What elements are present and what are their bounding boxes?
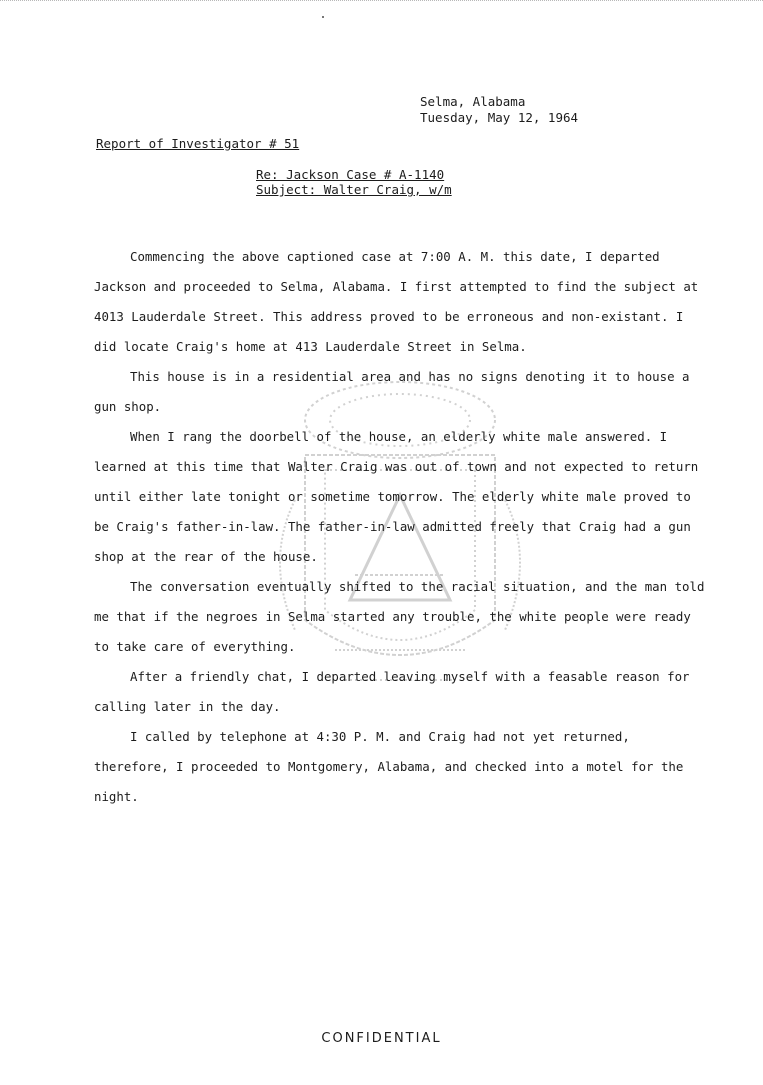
- date-text: Tuesday, May 12, 1964: [420, 110, 579, 125]
- paragraph: The conversation eventually shifted to the racial situation, and the man told me that if the negroes in Selma started any trouble, the white people were ready to take care of everything.: [94, 579, 705, 654]
- confidential-footer: CONFIDENTIAL: [321, 1031, 442, 1046]
- paragraph: After a friendly chat, I departed leaving myself with a feasable reason for calling later in the day.: [94, 669, 690, 714]
- paragraph: Commencing the above captioned case at 7:00 A. M. this date, I departed Jackson and proceeded to Selma, Alabama. I first attempted to find the subject at 4013 Lauderdale Street. This address proved to be erroneous and non-existant. I did locate Craig's home at 413 Lauderdale Street in Selma.: [94, 249, 699, 354]
- dateline: [420, 94, 578, 126]
- paper-speck: [322, 16, 324, 18]
- paragraph: This house is in a residential area and has no signs denoting it to house a gun shop.: [94, 369, 690, 414]
- location-text: Selma, Alabama: [420, 94, 526, 109]
- top-edge-dots: [0, 0, 763, 7]
- report-body: [94, 242, 709, 812]
- subject-line: Subject: Walter Craig, w/m: [256, 182, 452, 197]
- case-reference-block: [256, 167, 452, 197]
- paragraph: I called by telephone at 4:30 P. M. and Craig had not yet returned, therefore, I proceeded to Montgomery, Alabama, and checked into a motel for the night.: [94, 729, 684, 804]
- report-title: Report of Investigator # 51: [96, 136, 300, 151]
- case-reference: Re: Jackson Case # A-1140: [256, 167, 445, 182]
- paragraph: When I rang the doorbell of the house, an elderly white male answered. I learned at this time that Walter Craig was out of town and not expected to return until either late tonight or sometime tomorrow. The elderly white male proved to be Craig's father-in-law. The father-in-law admitted freely that Craig had a gun shop at the rear of the house.: [94, 429, 699, 564]
